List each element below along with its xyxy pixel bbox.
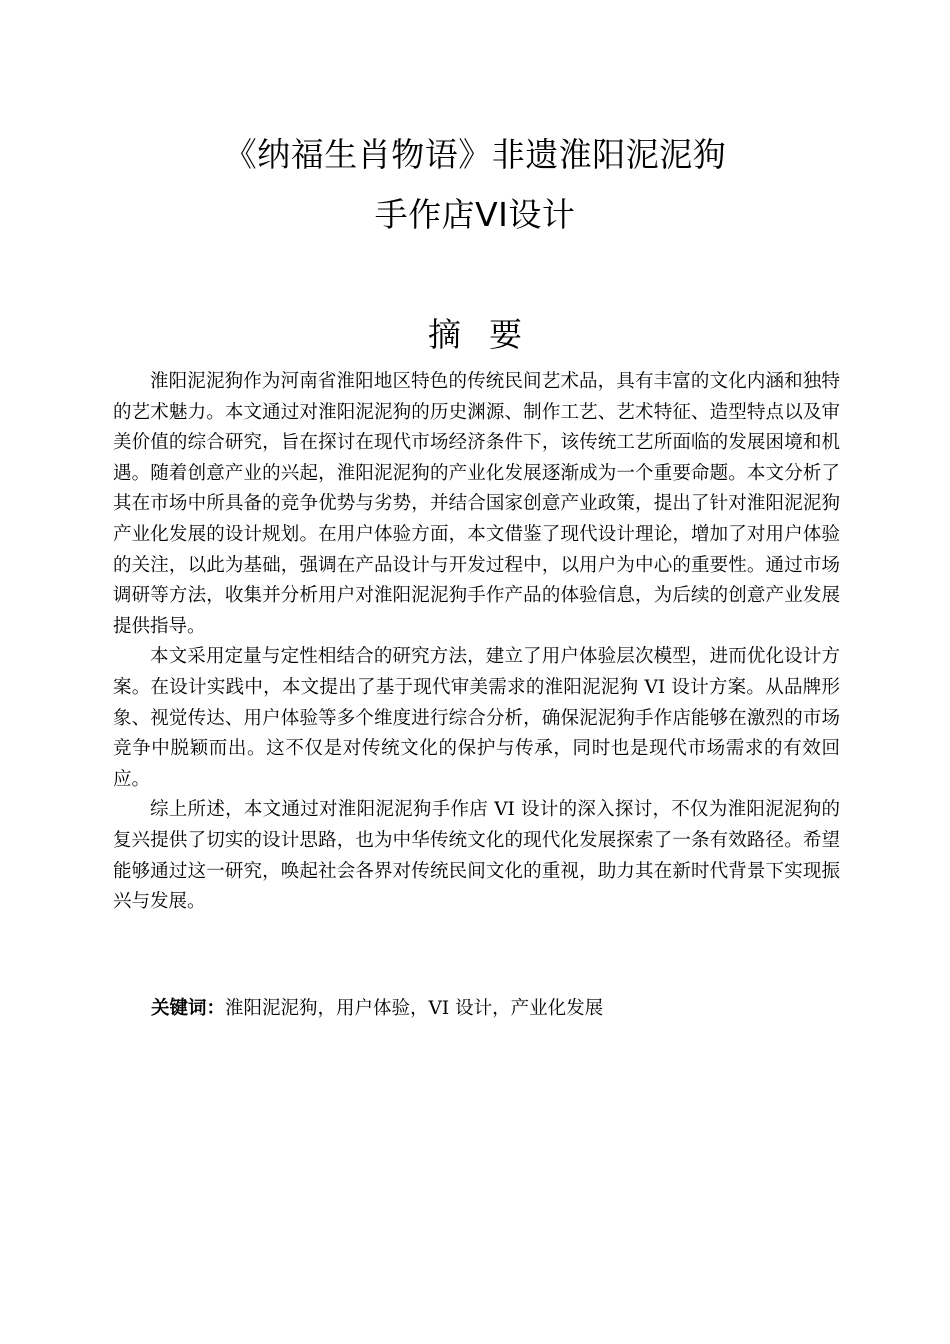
abstract-paragraph: 淮阳泥泥狗作为河南省淮阳地区特色的传统民间艺术品，具有丰富的文化内涵和独特的艺术魅力。本文通过对淮阳泥泥狗的历史渊源、制作工艺、艺术特征、造型特点以及审美价值的综合研究，旨在探讨在现代市场经济条件下，该传统工艺所面临的发展困境和机遇。随着创意产业的兴起，淮阳泥泥狗的产业化发展逐渐成为一个重要命题。本文分析了其在市场中所具备的竞争优势与劣势，并结合国家创意产业政策，提出了针对淮阳泥泥狗产业化发展的设计规划。在用户体验方面，本文借鉴了现代设计理论，增加了对用户体验的关注，以此为基础，强调在产品设计与开发过程中，以用户为中心的重要性。通过市场调研等方法，收集并分析用户对淮阳泥泥狗手作产品的体验信息，为后续的创意产业发展提供指导。 bbox=[113, 371, 840, 637]
abstract-paragraph: 本文采用定量与定性相结合的研究方法，建立了用户体验层次模型，进而优化设计方案。在设计实践中，本文提出了基于现代审美需求的淮阳泥泥狗 VI 设计方案。从品牌形象、视觉传达、用户体验等多个维度进行综合分析，确保泥泥狗手作店能够在激烈的市场竞争中脱颖而出。这不仅是对传统文化的保护与传承，同时也是现代市场需求的有效回应。 bbox=[113, 646, 840, 790]
abstract-heading: 摘要 bbox=[428, 315, 550, 354]
keywords-line bbox=[151, 994, 603, 1024]
title-line-2: 手作店VI设计 bbox=[374, 195, 576, 234]
title-line-1: 《纳福生肖物语》非遗淮阳泥泥狗 bbox=[223, 135, 727, 174]
keywords-label: 关键词： bbox=[151, 998, 226, 1019]
keywords-value: 淮阳泥泥狗，用户体验，VI 设计，产业化发展 bbox=[225, 998, 604, 1019]
abstract-paragraph: 综上所述，本文通过对淮阳泥泥狗手作店 VI 设计的深入探讨，不仅为淮阳泥泥狗的复兴提供了切实的设计思路，也为中华传统文化的现代化发展探索了一条有效路径。希望能够通过这一研究，唤起社会各界对传统民间文化的重视，助力其在新时代背景下实现振兴与发展。 bbox=[113, 799, 840, 913]
abstract-body bbox=[113, 367, 840, 918]
